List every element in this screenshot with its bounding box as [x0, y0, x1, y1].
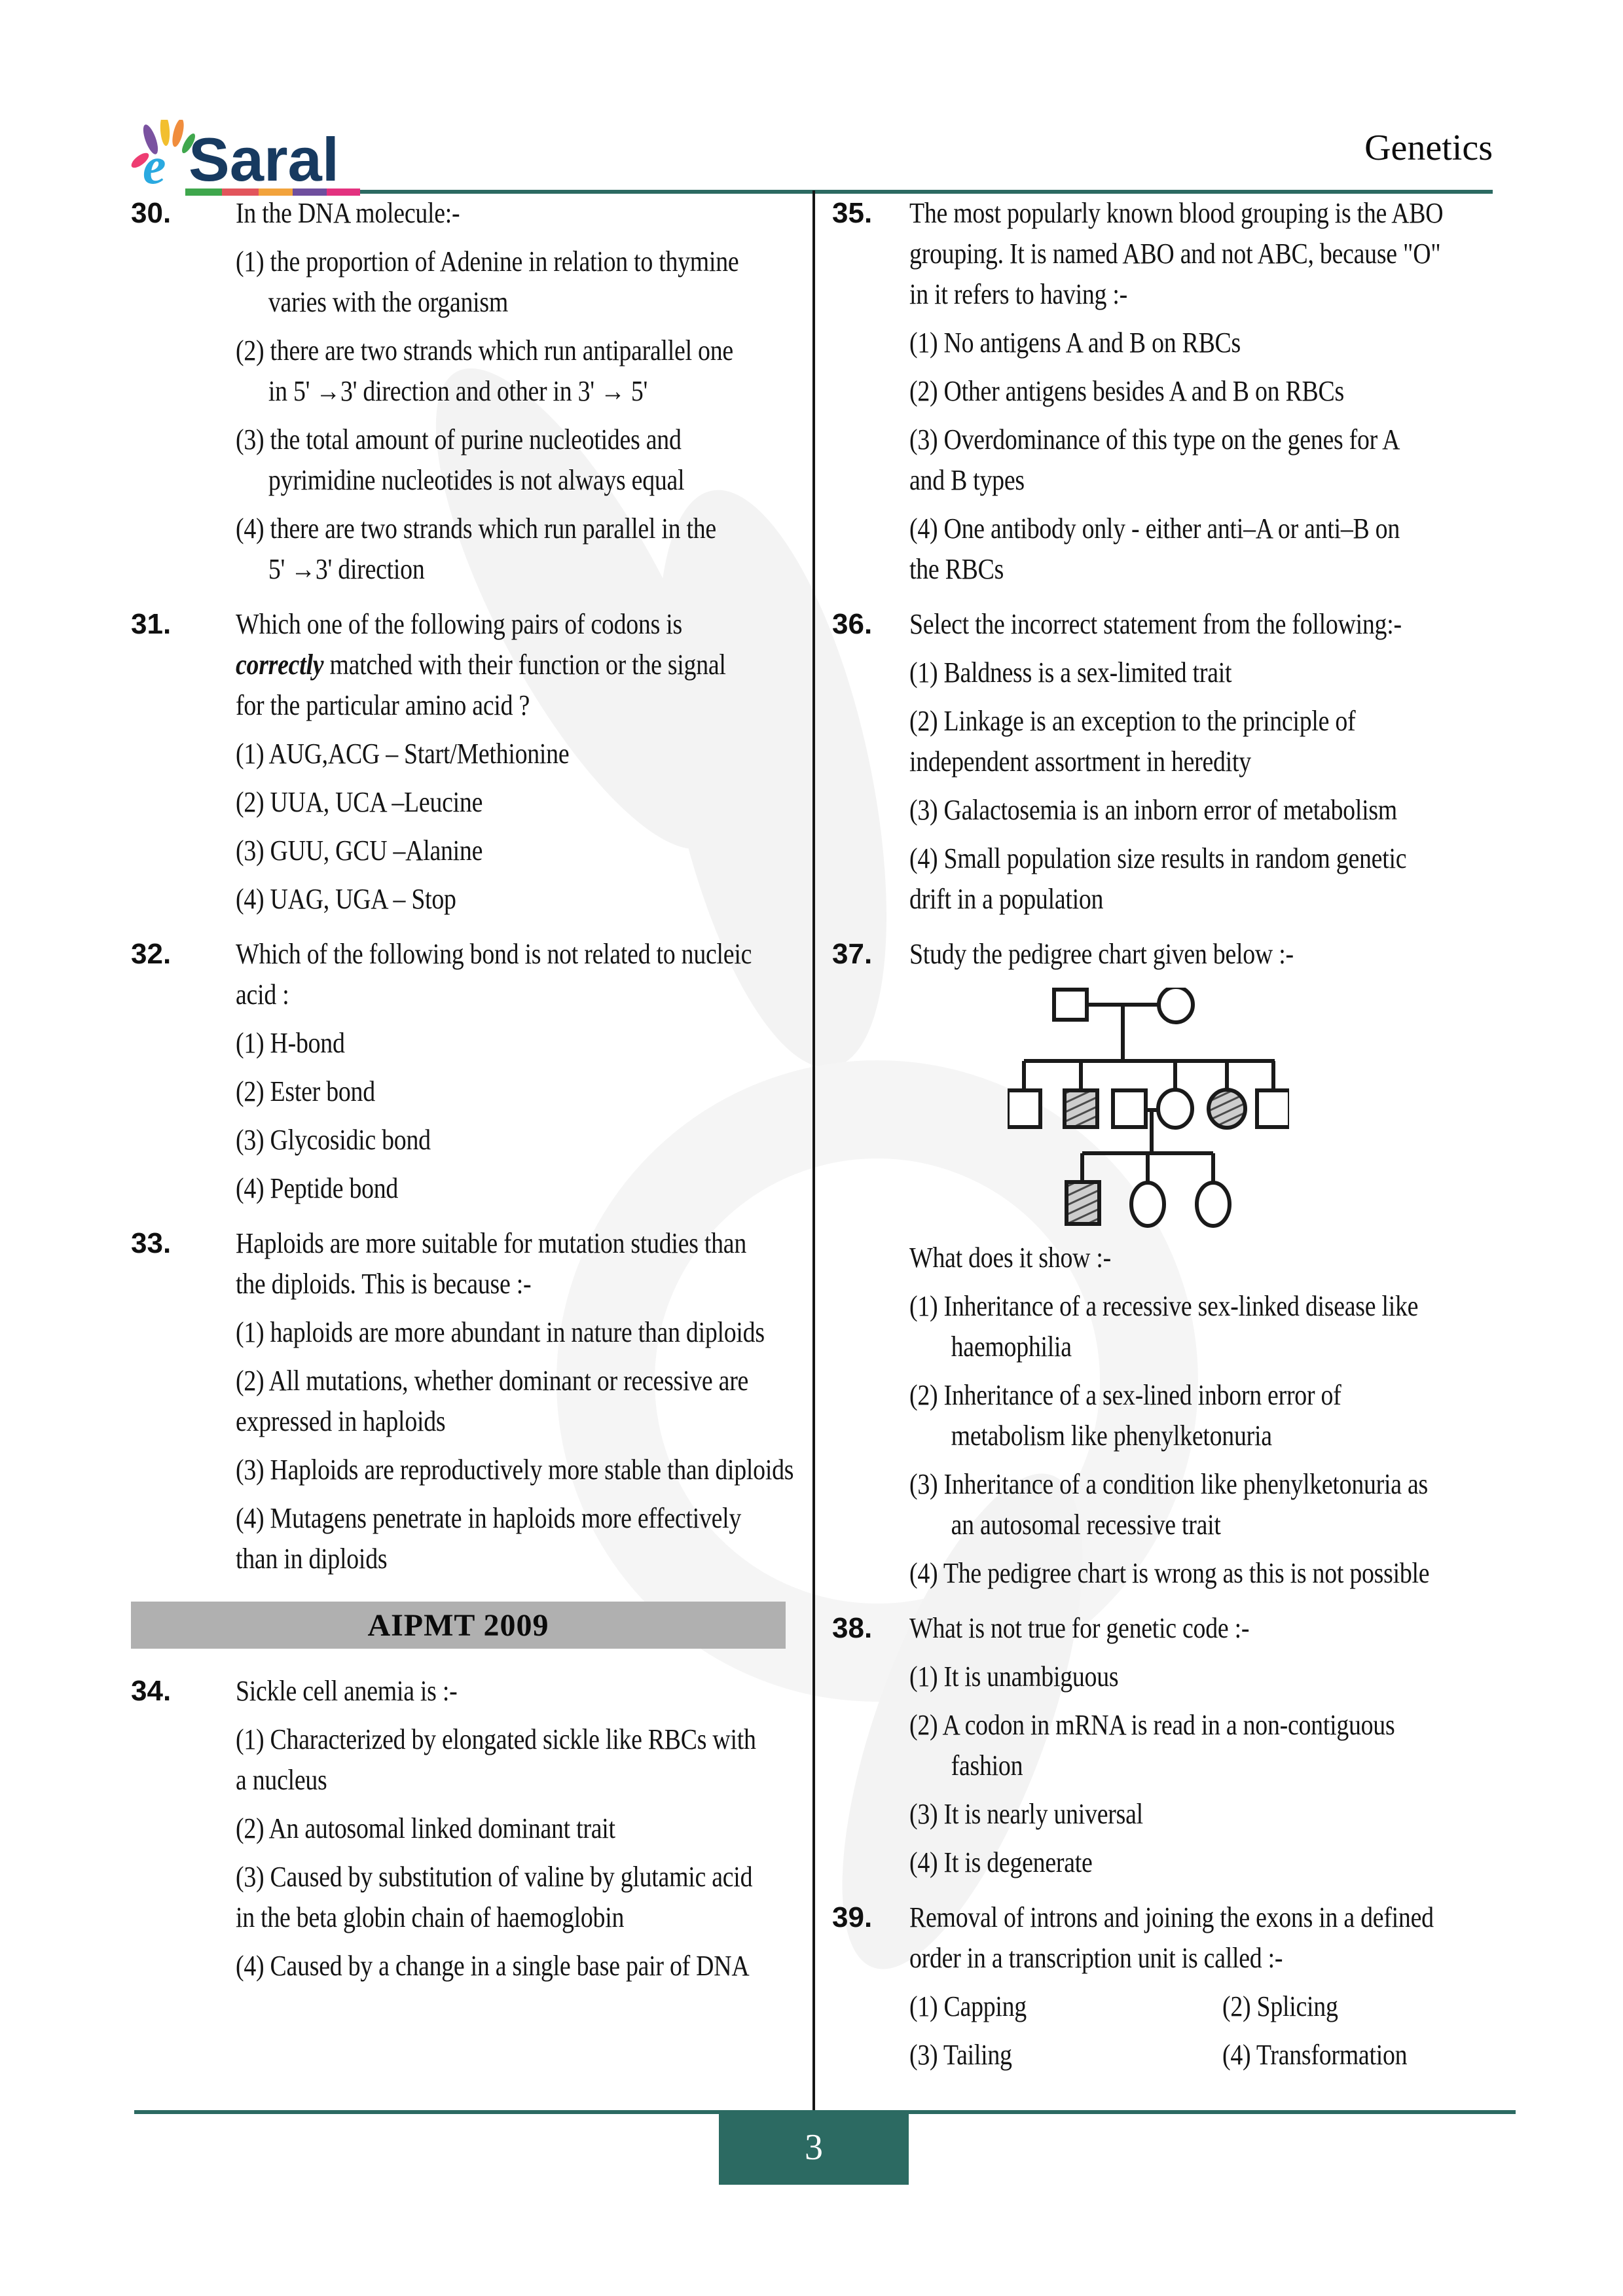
pedigree-gen2-female-2	[1209, 1090, 1245, 1128]
option-row	[909, 1986, 1526, 2027]
text-line: In the DNA molecule:-	[236, 197, 460, 229]
question-body	[236, 193, 786, 590]
text-line	[236, 645, 726, 685]
question-body	[909, 1608, 1526, 1883]
text-line: (1) Baldness is a sex-limited trait	[909, 656, 1232, 689]
question-row	[832, 604, 1526, 920]
option	[236, 782, 786, 823]
option	[909, 1657, 1526, 1697]
pedigree-gen2-male-2	[1065, 1090, 1097, 1127]
pedigree-gen1-female	[1159, 988, 1193, 1022]
text-line: (4) Small population size results in random genetic	[909, 842, 1407, 874]
pedigree-gen2-male-1	[1008, 1090, 1040, 1127]
section-banner	[131, 1602, 786, 1649]
text-line: pyrimidine nucleotides is not always equal	[268, 464, 685, 496]
text-line: What does it show :-	[909, 1242, 1112, 1274]
option	[236, 1946, 786, 1986]
text-line: (4) Peptide bond	[236, 1172, 399, 1204]
text-line: fashion	[951, 1749, 1023, 1782]
option	[236, 879, 786, 920]
page-title: Genetics	[1364, 128, 1493, 168]
text-line: (4) Caused by a change in a single base pair of DNA	[236, 1950, 750, 1982]
option	[909, 1553, 1526, 1594]
option	[909, 1464, 1526, 1545]
question-body	[236, 934, 786, 1209]
text-line: (2) A codon in mRNA is read in a non-contiguous	[909, 1709, 1395, 1741]
pedigree-gen2-female-1	[1158, 1090, 1192, 1128]
text-line: (4) UAG, UGA – Stop	[236, 883, 456, 915]
option	[909, 509, 1526, 590]
question-row	[131, 604, 786, 920]
option	[236, 509, 786, 590]
option	[236, 1023, 786, 1064]
section-banner-label: AIPMT 2009	[367, 1607, 549, 1643]
text-line: the RBCs	[909, 553, 1004, 585]
pedigree-gen2-male-3	[1113, 1090, 1146, 1127]
text-line: 5' →3' direction	[268, 553, 425, 585]
svg-text:e: e	[143, 137, 166, 187]
text-line: than in diploids	[236, 1543, 388, 1575]
text-line: Select the incorrect statement from the following:-	[909, 608, 1402, 640]
option	[236, 242, 786, 323]
question	[131, 934, 786, 1209]
option	[236, 420, 786, 501]
option	[909, 420, 1526, 501]
question	[832, 1897, 1526, 2075]
question-row	[832, 934, 1526, 1594]
text-line: (1) AUG,ACG – Start/Methionine	[236, 738, 570, 770]
option	[909, 1842, 1526, 1883]
question	[832, 193, 1526, 590]
text-line: (4) One antibody only - either anti–A or anti–B on	[909, 512, 1400, 545]
column-divider	[812, 190, 815, 2110]
option	[236, 331, 786, 412]
question	[832, 934, 1526, 1594]
option	[236, 1719, 786, 1801]
text-line: (2) Ester bond	[236, 1075, 375, 1107]
question	[832, 1608, 1526, 1883]
question	[131, 1223, 794, 1579]
text-line: for the particular amino acid ?	[236, 689, 530, 721]
option	[909, 323, 1526, 363]
text-line: (2) All mutations, whether dominant or recessive are	[236, 1365, 749, 1397]
text-line: Sickle cell anemia is :-	[236, 1675, 458, 1707]
question	[131, 604, 786, 920]
esaral-logo	[131, 120, 367, 187]
option	[236, 1071, 786, 1112]
text-line: (1) haploids are more abundant in nature than diploids	[236, 1316, 765, 1348]
page-number: 3	[805, 2127, 823, 2168]
question-body	[909, 193, 1526, 590]
text-line: Study the pedigree chart given below :-	[909, 938, 1294, 970]
option	[236, 1312, 786, 1353]
pedigree-gen2-male-4	[1257, 1090, 1289, 1127]
option	[236, 1120, 786, 1160]
logo-underline-orange	[259, 188, 293, 196]
question	[131, 193, 786, 590]
question-row	[131, 193, 786, 590]
text-line: (4) Mutagens penetrate in haploids more effectively	[236, 1502, 742, 1534]
text-line: (3) the total amount of purine nucleotides and	[236, 423, 682, 456]
text-line: varies with the organism	[268, 286, 509, 318]
option	[236, 1498, 786, 1579]
text-line: Removal of introns and joining the exons in a defined	[909, 1901, 1434, 1933]
question-row	[832, 1897, 1526, 2075]
text-line: What is not true for genetic code :-	[909, 1612, 1250, 1644]
option: (4) Transformation	[1222, 2039, 1408, 2071]
option	[909, 371, 1526, 412]
text-line: grouping. It is named ABO and not ABC, because "O"	[909, 238, 1441, 270]
question-body	[236, 1223, 794, 1579]
logo-underline-red	[222, 188, 259, 196]
option	[909, 838, 1526, 920]
text-line: Which of the following bond is not related to nucleic	[236, 938, 752, 970]
question-row	[832, 1608, 1526, 1883]
question	[832, 604, 1526, 920]
text-line: a nucleus	[236, 1764, 327, 1796]
question-number: 31.	[131, 608, 172, 640]
text-line: (3) Galactosemia is an inborn error of metabolism	[909, 794, 1397, 826]
question-number: 39.	[832, 1901, 873, 1933]
option: (2) Splicing	[1222, 1990, 1338, 2022]
pedigree-gen1-male	[1054, 990, 1087, 1020]
text-line: (1) No antigens A and B on RBCs	[909, 327, 1241, 359]
question-body	[909, 1897, 1526, 2075]
option	[236, 1168, 786, 1209]
option	[236, 831, 786, 871]
option-row	[909, 2035, 1526, 2075]
question-number: 38.	[832, 1612, 873, 1644]
text-line: (1) It is unambiguous	[909, 1660, 1119, 1693]
question-number: 36.	[832, 608, 873, 640]
text-line: in 5' →3' direction and other in 3' → 5'	[268, 375, 648, 407]
option	[909, 1705, 1526, 1786]
text-line: in the beta globin chain of haemoglobin	[236, 1901, 625, 1933]
option	[236, 1808, 786, 1849]
question-row	[131, 1223, 794, 1579]
question-number: 33.	[131, 1227, 172, 1259]
question-row	[131, 934, 786, 1209]
text-line: (2) Inheritance of a sex-lined inborn error of	[909, 1379, 1341, 1411]
text-line: drift in a population	[909, 883, 1104, 915]
text-line: independent assortment in heredity	[909, 745, 1251, 778]
question-number: 32.	[131, 938, 172, 970]
text-line: (2) Linkage is an exception to the principle of	[909, 705, 1356, 737]
text-line: acid :	[236, 978, 289, 1011]
logo-underline-purple	[293, 188, 327, 196]
question-body	[909, 934, 1526, 1594]
text-line: (2) UUA, UCA –Leucine	[236, 786, 483, 818]
text-line: and B types	[909, 464, 1025, 496]
text-line: (1) Inheritance of a recessive sex-linked disease like	[909, 1290, 1419, 1322]
logo-underline-pink	[327, 188, 360, 196]
option	[909, 653, 1526, 693]
option	[909, 701, 1526, 782]
text-line: (3) Caused by substitution of valine by glutamic acid	[236, 1861, 753, 1893]
text-line: (2) there are two strands which run antiparallel one	[236, 334, 733, 367]
pedigree-diagram	[1008, 988, 1289, 1229]
text-line: expressed in haploids	[236, 1405, 446, 1437]
option	[909, 1375, 1526, 1456]
question-column-left	[131, 193, 794, 1986]
text-line: (4) there are two strands which run parallel in the	[236, 512, 716, 545]
question-row	[832, 193, 1526, 590]
pedigree-gen3-female-1	[1131, 1183, 1164, 1226]
text-segment: correctly	[236, 649, 324, 681]
option: (3) Tailing	[909, 2039, 1012, 2071]
text-line: (3) Inheritance of a condition like phenylketonuria as	[909, 1468, 1428, 1500]
option	[236, 1361, 786, 1442]
question-body	[236, 1671, 786, 1986]
question-row	[131, 1671, 786, 1986]
question-number: 35.	[832, 197, 873, 229]
text-line: order in a transcription unit is called :-	[909, 1942, 1283, 1974]
option: (1) Capping	[909, 1990, 1027, 2022]
pedigree-gen3-female-2	[1197, 1183, 1230, 1226]
question-number: 30.	[131, 197, 172, 229]
text-line: (2) An autosomal linked dominant trait	[236, 1812, 615, 1844]
text-line: (3) Glycosidic bond	[236, 1124, 431, 1156]
question-column-right	[832, 193, 1526, 2075]
question	[131, 1671, 786, 1986]
text-line: (1) H-bond	[236, 1027, 345, 1059]
option	[236, 734, 786, 774]
text-line: metabolism like phenylketonuria	[951, 1420, 1272, 1452]
option	[909, 790, 1526, 831]
text-line: haemophilia	[951, 1331, 1072, 1363]
question-body	[909, 604, 1526, 920]
text-segment: matched with their function or the signal	[323, 649, 726, 681]
pedigree-gen3-male	[1067, 1182, 1099, 1224]
page-number-box	[719, 2110, 909, 2185]
text-line: (2) Other antigens besides A and B on RBCs	[909, 375, 1344, 407]
text-line: in it refers to having :-	[909, 278, 1127, 310]
question-number: 37.	[832, 938, 873, 970]
option	[909, 1286, 1526, 1367]
text-line: (4) The pedigree chart is wrong as this is not possible	[909, 1557, 1430, 1589]
option	[236, 1857, 786, 1938]
text-line: (4) It is degenerate	[909, 1846, 1093, 1878]
question-body	[236, 604, 786, 920]
svg-text:Saral: Saral	[189, 125, 339, 187]
text-line: (1) the proportion of Adenine in relation to thymine	[236, 245, 739, 278]
text-line: the diploids. This is because :-	[236, 1268, 532, 1300]
text-line: (1) Characterized by elongated sickle like RBCs with	[236, 1723, 756, 1755]
logo-underline-green	[185, 188, 222, 196]
pedigree-chart	[1008, 988, 1526, 1229]
text-line: Haploids are more suitable for mutation studies than	[236, 1227, 746, 1259]
question-number: 34.	[131, 1675, 172, 1707]
option	[236, 1450, 794, 1490]
text-line: The most popularly known blood grouping is the ABO	[909, 197, 1444, 229]
text-line: an autosomal recessive trait	[951, 1509, 1221, 1541]
text-line: Which one of the following pairs of codons is	[236, 608, 682, 640]
text-line: (3) GUU, GCU –Alanine	[236, 834, 483, 867]
text-line: (3) Haploids are reproductively more stable than diploids	[236, 1454, 794, 1486]
option	[909, 1794, 1526, 1835]
text-line: (3) It is nearly universal	[909, 1798, 1143, 1830]
text-line: (3) Overdominance of this type on the genes for A	[909, 423, 1400, 456]
